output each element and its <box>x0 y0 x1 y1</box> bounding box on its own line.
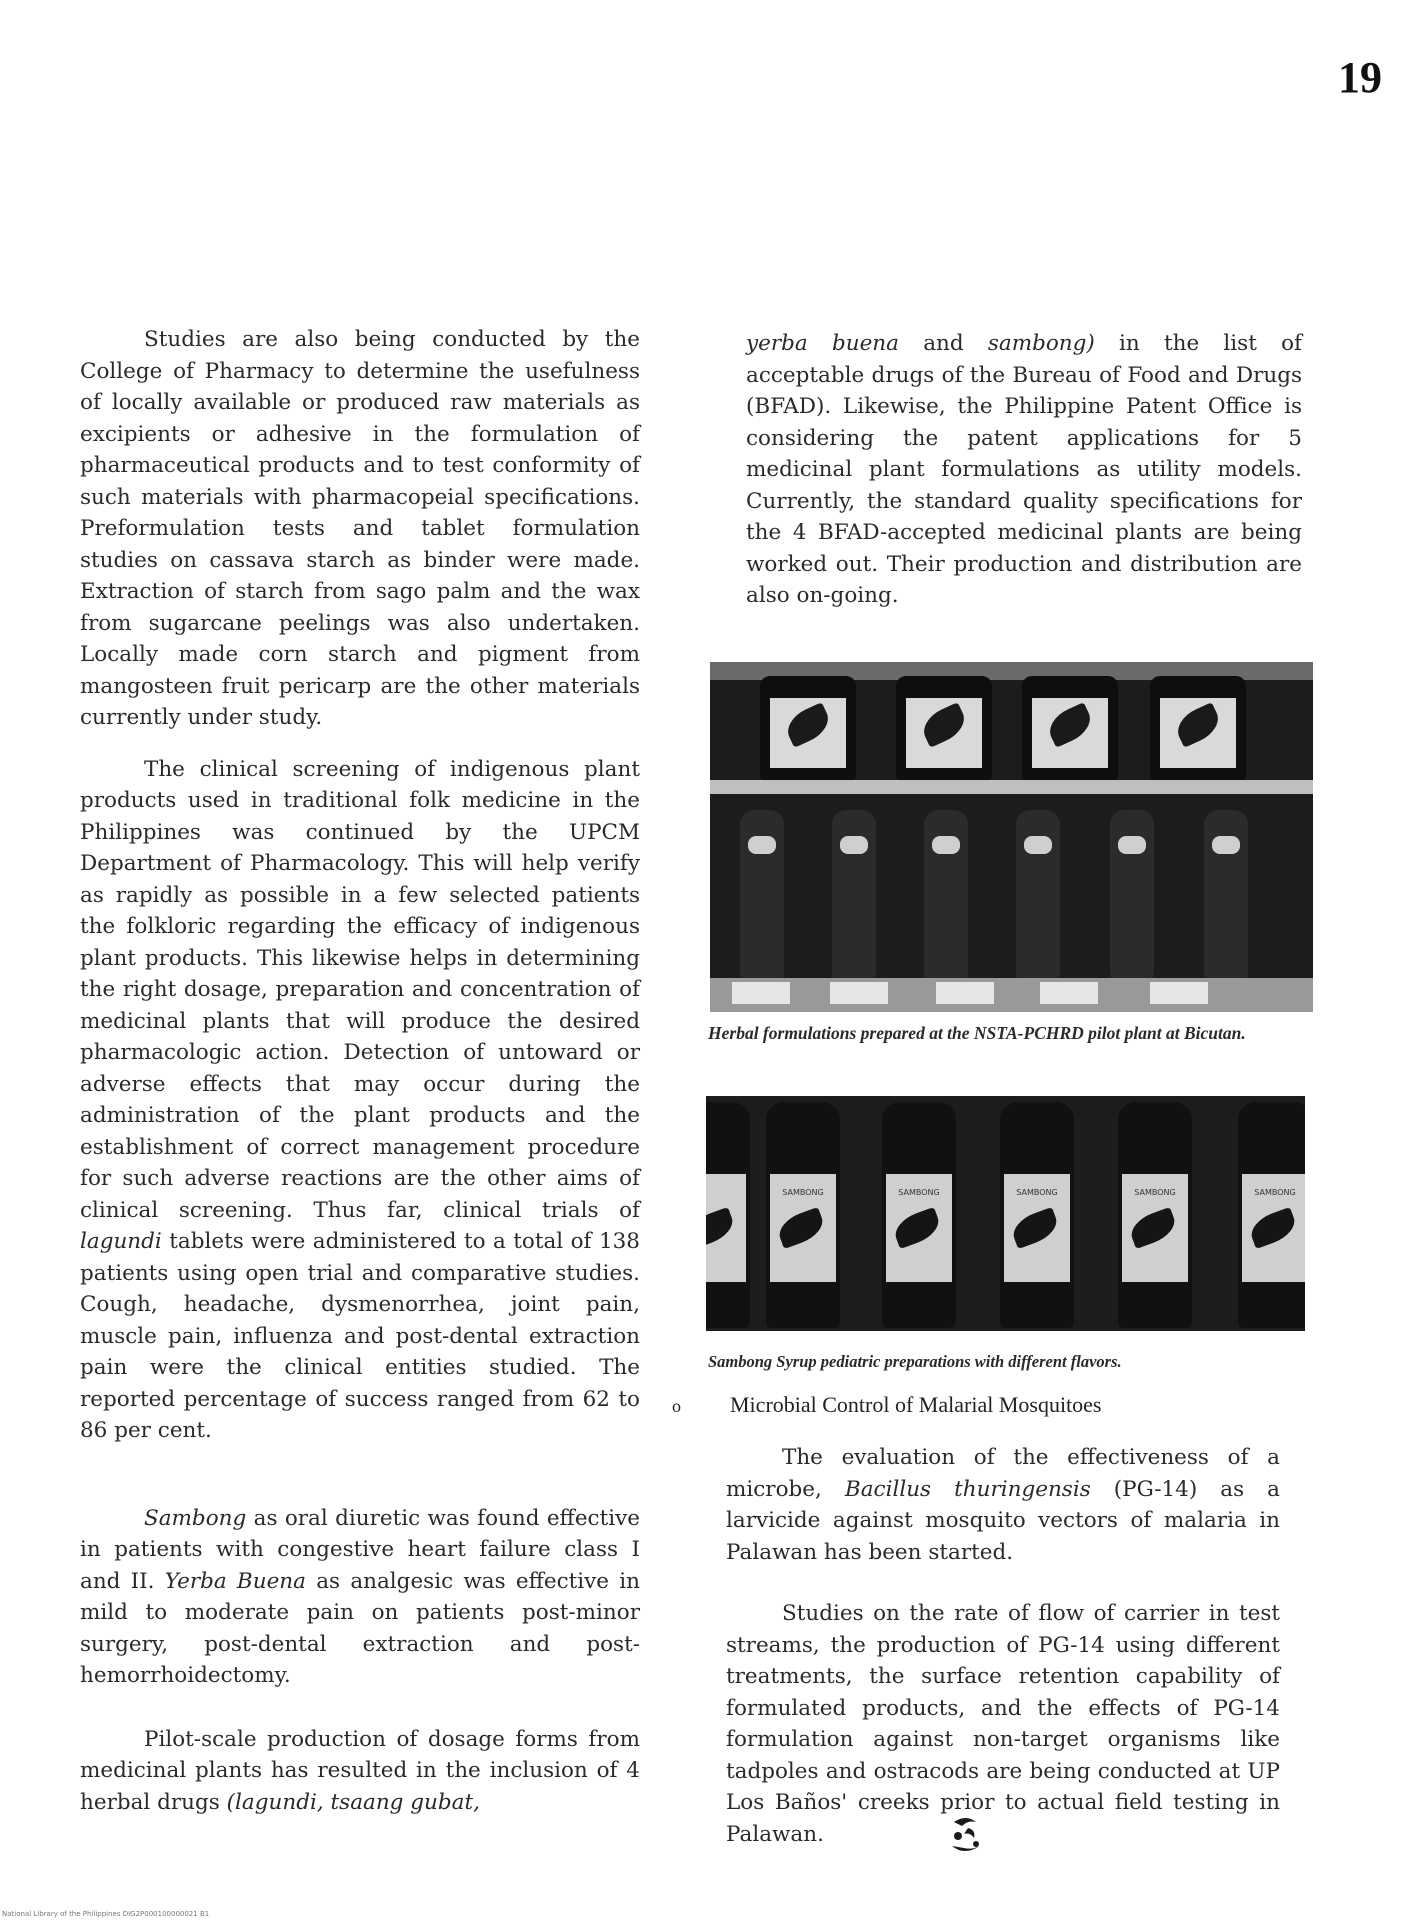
paragraph-pg14-studies: Studies on the rate of flow of carrier in test streams, the production of PG-14 using different treatments, the surface retention capability of formulated products, and the effects of PG-14 formulation against non-target organisms like tadpoles and ostracods are being conducted at UP Los Baños' creeks prior to actual field testing in Palawan. <box>726 1601 1280 1847</box>
right-column <box>746 328 1302 612</box>
caption-herbal-formulations: Herbal formulations prepared at the NSTA-PCHRD pilot plant at Bicutan. <box>708 1023 1246 1043</box>
paragraph-bacillus-evaluation: The evaluation of the effectiveness of a microbe, Bacillus thuringensis (PG-14) as a larvicide against mosquito vectors of malaria in Palawan has been started. <box>726 1445 1280 1565</box>
bottle-label: SAMBONG <box>1134 1188 1176 1197</box>
paragraph-pilot-production: Pilot-scale production of dosage forms from medicinal plants has resulted in the inclusion of 4 herbal drugs (lagundi, tsaang gubat, <box>80 1726 640 1815</box>
section-title: Microbial Control of Malarial Mosquitoes <box>730 1392 1102 1417</box>
photo-sambong-syrup <box>706 1096 1305 1331</box>
section-body <box>726 1442 1280 1850</box>
bottle-label: SAMBONG <box>1016 1188 1058 1197</box>
bottle-label: SAMBONG <box>1254 1188 1296 1197</box>
section-bullet: o <box>672 1396 681 1416</box>
paragraph-sambong-results: Sambong as oral diuretic was found effective in patients with congestive heart failure class I and II. Yerba Buena as analgesic was effective in mild to moderate pain on patients post-minor surgery, post-dental extraction and post-hemorrhoidectomy. <box>80 1505 641 1688</box>
page-number: 19 <box>1338 53 1382 102</box>
section-heading <box>672 1392 1312 1418</box>
paragraph-pharmacy-studies: Studies are also being conducted by the College of Pharmacy to determine the usefulness of locally available or produced raw materials as excipients or adhesive in the formulation of pharmaceutical products and to test conformity of such materials with pharmacopeial specifications. Preformulation tests and tablet formulation studies on cassava starch as binder were made. Extraction of starch from sago palm and the wax from sugarcane peelings was also undertaken. Locally made corn starch and pigment from mangosteen fruit pericarp are the other materials currently under study. <box>80 327 640 730</box>
left-column <box>80 324 640 1818</box>
footer-archive-text: National Library of the Philippines DIG2P000100000021 B1 <box>2 1910 210 1918</box>
caption-sambong-syrup: Sambong Syrup pediatric preparations with different flavors. <box>708 1352 1122 1371</box>
photo-herbal-formulations <box>710 662 1313 1012</box>
paragraph-clinical-screening: The clinical screening of indigenous plant products used in traditional folk medicine in the Philippines was continued by the UPCM Department of Pharmacology. This will help verify as rapidly as possible in a few selected patients the folkloric regarding the efficacy of indigenous plant products. This likewise helps in determining the right dosage, preparation and concentration of medicinal plants that will produce the desired pharmacologic action. Detection of untoward or adverse effects that may occur during the administration of the plant products and the establishment of correct management procedure for such adverse reactions are the other aims of clinical screening. Thus far, clinical trials of lagundi tablets were administered to a total of 138 patients using open trial and comparative studies. Cough, headache, dysmenorrhea, joint pain, muscle pain, influenza and post-dental extraction pain were the clinical entities studied. The reported percentage of success ranged from 62 to 86 per cent. <box>80 756 640 1443</box>
end-mark-icon <box>946 1812 986 1858</box>
bottle-label: SAMBONG <box>782 1188 824 1197</box>
paragraph-bfad-continuation: yerba buena and sambong) in the list of acceptable drugs of the Bureau of Food and Drugs (BFAD). Likewise, the Philippine Patent Office is considering the patent applications for 5 medicinal plant formulations as utility models. Currently, the standard quality specifications for the 4 BFAD-accepted medicinal plants are being worked out. Their production and distribution are also on-going. <box>746 331 1302 608</box>
bottle-label: SAMBONG <box>898 1188 940 1197</box>
